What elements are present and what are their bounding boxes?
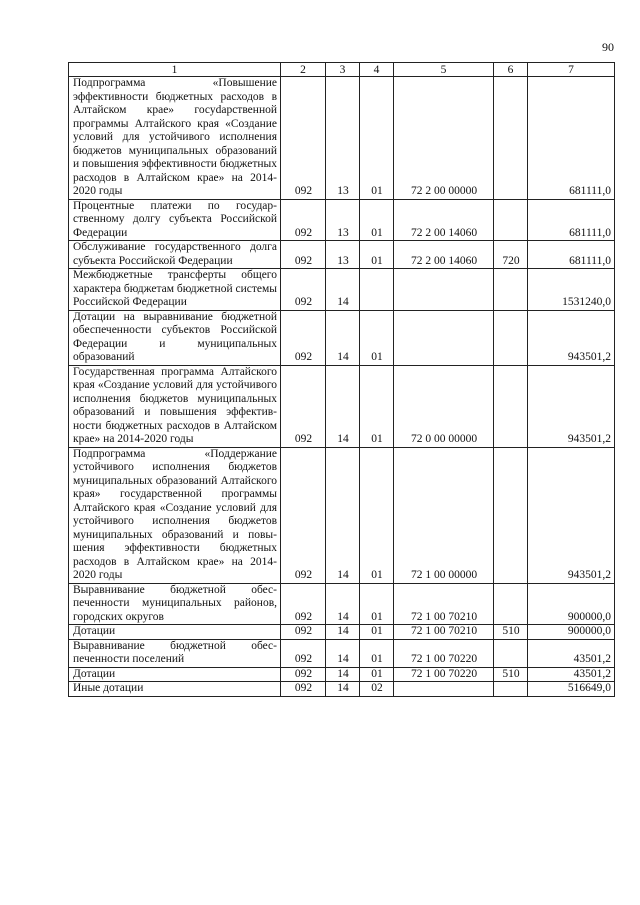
section-code-cell: 14 [326, 625, 360, 640]
subsection-code-cell: 01 [360, 639, 394, 667]
admin-code-cell: 092 [281, 667, 326, 682]
subsection-code-cell: 01 [360, 667, 394, 682]
expense-type-cell [494, 199, 528, 241]
table-row [69, 269, 615, 311]
target-article-cell: 72 1 00 00000 [394, 447, 494, 583]
target-article-cell: 72 2 00 14060 [394, 199, 494, 241]
section-code-cell: 13 [326, 241, 360, 269]
header-row [69, 63, 615, 77]
section-code-cell: 14 [326, 310, 360, 365]
expense-type-cell [494, 447, 528, 583]
name-cell: Подпрограмма «Повышение эффективности бюджетных расходов в Алтайском крае» госуdарственной программы Алтайского края «Создание условий для устойчивого исполнения бюджетов муниципальных образований и повышения эффективности бюджетных расходов в Алтайском крае» на 2014-2020 годы [69, 77, 281, 200]
admin-code-cell: 092 [281, 269, 326, 311]
table-row [69, 682, 615, 697]
admin-code-cell: 092 [281, 639, 326, 667]
expense-type-cell: 720 [494, 241, 528, 269]
section-code-cell: 14 [326, 639, 360, 667]
amount-cell: 1531240,0 [528, 269, 615, 311]
amount-cell: 943501,2 [528, 365, 615, 447]
subsection-code-cell [360, 269, 394, 311]
admin-code-cell: 092 [281, 625, 326, 640]
amount-cell: 900000,0 [528, 583, 615, 625]
header-cell-6: 6 [494, 63, 528, 77]
expense-type-cell [494, 682, 528, 697]
header-cell-1: 1 [69, 63, 281, 77]
target-article-cell: 72 0 00 00000 [394, 365, 494, 447]
subsection-code-cell: 01 [360, 77, 394, 200]
name-cell: Дотации [69, 625, 281, 640]
name-cell: Выравнивание бюджетной обеспеченности поселений [69, 639, 281, 667]
section-code-cell: 14 [326, 447, 360, 583]
expense-type-cell: 510 [494, 667, 528, 682]
section-code-cell: 14 [326, 682, 360, 697]
target-article-cell: 72 1 00 70210 [394, 625, 494, 640]
header-cell-3: 3 [326, 63, 360, 77]
subsection-code-cell: 02 [360, 682, 394, 697]
section-code-cell: 13 [326, 77, 360, 200]
amount-cell: 43501,2 [528, 667, 615, 682]
target-article-cell: 72 1 00 70210 [394, 583, 494, 625]
expense-type-cell: 510 [494, 625, 528, 640]
page-number: 90 [602, 40, 614, 54]
expense-type-cell [494, 310, 528, 365]
name-cell: Подпрограмма «Поддержание устойчивого исполнения бюджетов муниципальных образований Алтайского края» государственной программы Алтайского края «Создание условий для устойчивого исполнения бюджетов муниципальных образований и повышения эффективности бюджетных расходов в Алтайском крае» на 2014-2020 годы [69, 447, 281, 583]
section-code-cell: 13 [326, 199, 360, 241]
target-article-cell: 72 1 00 70220 [394, 667, 494, 682]
table-row [69, 667, 615, 682]
amount-cell: 681111,0 [528, 199, 615, 241]
amount-cell: 943501,2 [528, 447, 615, 583]
target-article-cell: 72 2 00 14060 [394, 241, 494, 269]
name-cell: Обслуживание государственного долга субъекта Российской Федерации [69, 241, 281, 269]
subsection-code-cell: 01 [360, 447, 394, 583]
name-cell: Дотации на выравнивание бюджетной обеспеченности субъектов Российской Федерации и муниципальных образований [69, 310, 281, 365]
name-cell: Иные дотации [69, 682, 281, 697]
admin-code-cell: 092 [281, 583, 326, 625]
amount-cell: 43501,2 [528, 639, 615, 667]
target-article-cell: 72 1 00 70220 [394, 639, 494, 667]
target-article-cell: 72 2 00 00000 [394, 77, 494, 200]
subsection-code-cell: 01 [360, 625, 394, 640]
header-cell-4: 4 [360, 63, 394, 77]
amount-cell: 900000,0 [528, 625, 615, 640]
table-row [69, 583, 615, 625]
section-code-cell: 14 [326, 667, 360, 682]
section-code-cell: 14 [326, 365, 360, 447]
amount-cell: 681111,0 [528, 77, 615, 200]
section-code-cell: 14 [326, 583, 360, 625]
table-row [69, 365, 615, 447]
admin-code-cell: 092 [281, 77, 326, 200]
name-cell: Процентные платежи по государственному долгу субъекта Российской Федерации [69, 199, 281, 241]
target-article-cell [394, 269, 494, 311]
subsection-code-cell: 01 [360, 310, 394, 365]
amount-cell: 516649,0 [528, 682, 615, 697]
table-row [69, 625, 615, 640]
name-cell: Выравнивание бюджетной обеспеченности муниципальных районов, городских округов [69, 583, 281, 625]
expense-type-cell [494, 583, 528, 625]
table-body [69, 77, 615, 697]
table-row [69, 199, 615, 241]
header-cell-2: 2 [281, 63, 326, 77]
subsection-code-cell: 01 [360, 365, 394, 447]
subsection-code-cell: 01 [360, 199, 394, 241]
admin-code-cell: 092 [281, 365, 326, 447]
header-cell-5: 5 [394, 63, 494, 77]
table-row [69, 241, 615, 269]
name-cell: Межбюджетные трансферты общего характера бюджетам бюджетной системы Российской Федерации [69, 269, 281, 311]
subsection-code-cell: 01 [360, 583, 394, 625]
name-cell: Дотации [69, 667, 281, 682]
admin-code-cell: 092 [281, 447, 326, 583]
expense-type-cell [494, 77, 528, 200]
expense-type-cell [494, 269, 528, 311]
header-cell-7: 7 [528, 63, 615, 77]
admin-code-cell: 092 [281, 241, 326, 269]
subsection-code-cell: 01 [360, 241, 394, 269]
section-code-cell: 14 [326, 269, 360, 311]
table-row [69, 77, 615, 200]
target-article-cell [394, 310, 494, 365]
admin-code-cell: 092 [281, 199, 326, 241]
name-cell: Государственная программа Алтайского края «Создание условий для устойчивого исполнения бюджетов муниципальных образований и повышения эффективности бюджетных расходов в Алтайском крае» на 2014-2020 годы [69, 365, 281, 447]
expense-type-cell [494, 639, 528, 667]
target-article-cell [394, 682, 494, 697]
amount-cell: 943501,2 [528, 310, 615, 365]
admin-code-cell: 092 [281, 310, 326, 365]
table-row [69, 639, 615, 667]
budget-table [68, 62, 615, 697]
admin-code-cell: 092 [281, 682, 326, 697]
amount-cell: 681111,0 [528, 241, 615, 269]
expense-type-cell [494, 365, 528, 447]
table-row [69, 310, 615, 365]
table-row [69, 447, 615, 583]
